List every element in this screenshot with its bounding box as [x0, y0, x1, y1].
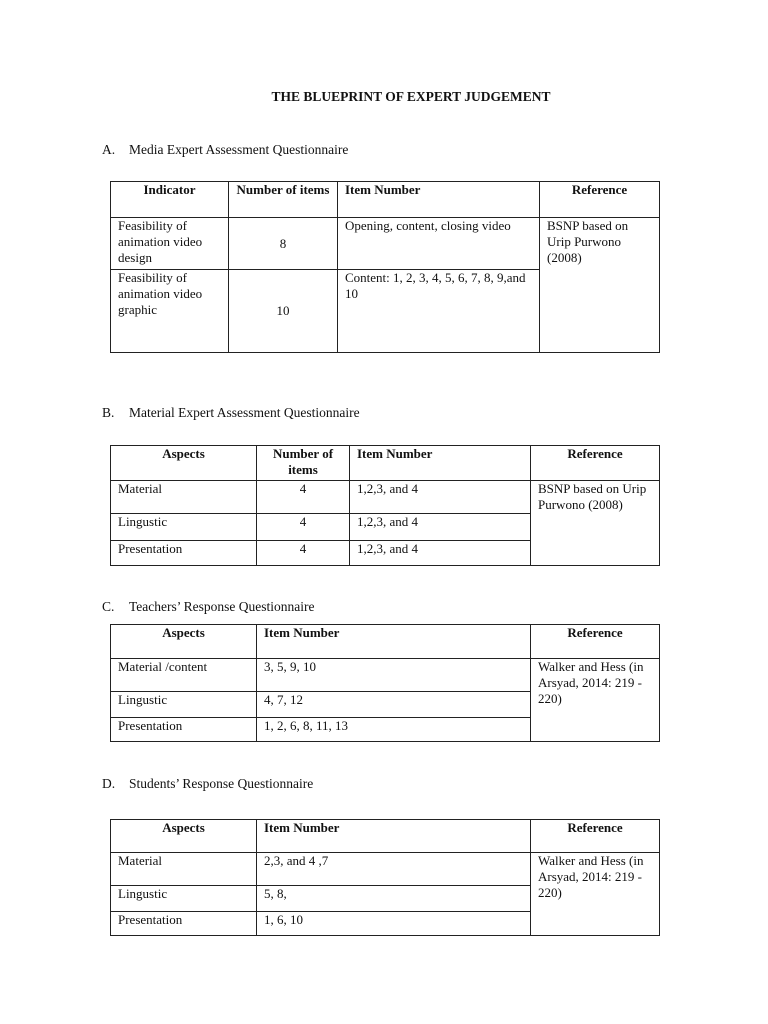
header-item-number: Item Number: [338, 182, 540, 218]
item-number-cell: 1, 6, 10: [257, 912, 531, 936]
section-b-title: Material Expert Assessment Questionnaire: [129, 405, 360, 420]
aspect-cell: Lingustic: [111, 886, 257, 912]
item-number-cell: 2,3, and 4 ,7: [257, 853, 531, 886]
aspect-cell: Lingustic: [111, 514, 257, 541]
count-cell: 4: [257, 541, 350, 566]
section-b-letter: B.: [102, 405, 115, 420]
header-reference: Reference: [531, 446, 660, 481]
header-item-number: Item Number: [257, 820, 531, 853]
header-indicator: Indicator: [111, 182, 229, 218]
item-number-cell: Opening, content, closing video: [338, 218, 540, 270]
section-c-title: Teachers’ Response Questionnaire: [129, 599, 315, 614]
section-d-title: Students’ Response Questionnaire: [129, 776, 314, 791]
students-response-table: [110, 819, 660, 936]
section-d-letter: D.: [102, 776, 116, 791]
header-item-number: Item Number: [350, 446, 531, 481]
count-cell: 8: [229, 218, 338, 270]
aspect-cell: Material: [111, 481, 257, 514]
aspect-cell: Presentation: [111, 541, 257, 566]
item-number-cell: 5, 8,: [257, 886, 531, 912]
section-c-heading: [102, 599, 315, 615]
section-c-letter: C.: [102, 599, 115, 614]
reference-cell: Walker and Hess (in Arsyad, 2014: 219 - 220): [531, 853, 660, 936]
header-reference: Reference: [531, 625, 660, 659]
count-cell: 4: [257, 514, 350, 541]
header-number-of-items: Number of items: [229, 182, 338, 218]
header-aspects: Aspects: [111, 625, 257, 659]
item-number-cell: 1,2,3, and 4: [350, 541, 531, 566]
header-reference: Reference: [540, 182, 660, 218]
indicator-cell: Feasibility of animation video design: [111, 218, 229, 270]
header-aspects: Aspects: [111, 446, 257, 481]
aspect-cell: Material: [111, 853, 257, 886]
document-title: THE BLUEPRINT OF EXPERT JUDGEMENT: [271, 89, 551, 104]
reference-cell: BSNP based on Urip Purwono (2008): [540, 218, 660, 353]
header-aspects: Aspects: [111, 820, 257, 853]
item-number-cell: 4, 7, 12: [257, 692, 531, 718]
item-number-cell: 1,2,3, and 4: [350, 481, 531, 514]
section-b-heading: [102, 405, 360, 421]
teachers-response-table: [110, 624, 660, 742]
reference-cell: Walker and Hess (in Arsyad, 2014: 219 - 220): [531, 659, 660, 742]
media-expert-table: [110, 181, 660, 353]
item-number-cell: 3, 5, 9, 10: [257, 659, 531, 692]
aspect-cell: Presentation: [111, 912, 257, 936]
item-number-cell: 1, 2, 6, 8, 11, 13: [257, 718, 531, 742]
indicator-cell: Feasibility of animation video graphic: [111, 270, 229, 353]
aspect-cell: Lingustic: [111, 692, 257, 718]
count-cell: 10: [229, 270, 338, 353]
header-reference: Reference: [531, 820, 660, 853]
header-item-number: Item Number: [257, 625, 531, 659]
aspect-cell: Material /content: [111, 659, 257, 692]
section-a-heading: [102, 142, 348, 158]
section-a-letter: A.: [102, 142, 116, 157]
item-number-cell: Content: 1, 2, 3, 4, 5, 6, 7, 8, 9,and 10: [338, 270, 540, 353]
header-number-of-items: Number of items: [257, 446, 350, 481]
section-a-title: Media Expert Assessment Questionnaire: [129, 142, 349, 157]
aspect-cell: Presentation: [111, 718, 257, 742]
count-cell: 4: [257, 481, 350, 514]
reference-cell: BSNP based on Urip Purwono (2008): [531, 481, 660, 566]
section-d-heading: [102, 776, 313, 792]
item-number-cell: 1,2,3, and 4: [350, 514, 531, 541]
material-expert-table: [110, 445, 660, 566]
